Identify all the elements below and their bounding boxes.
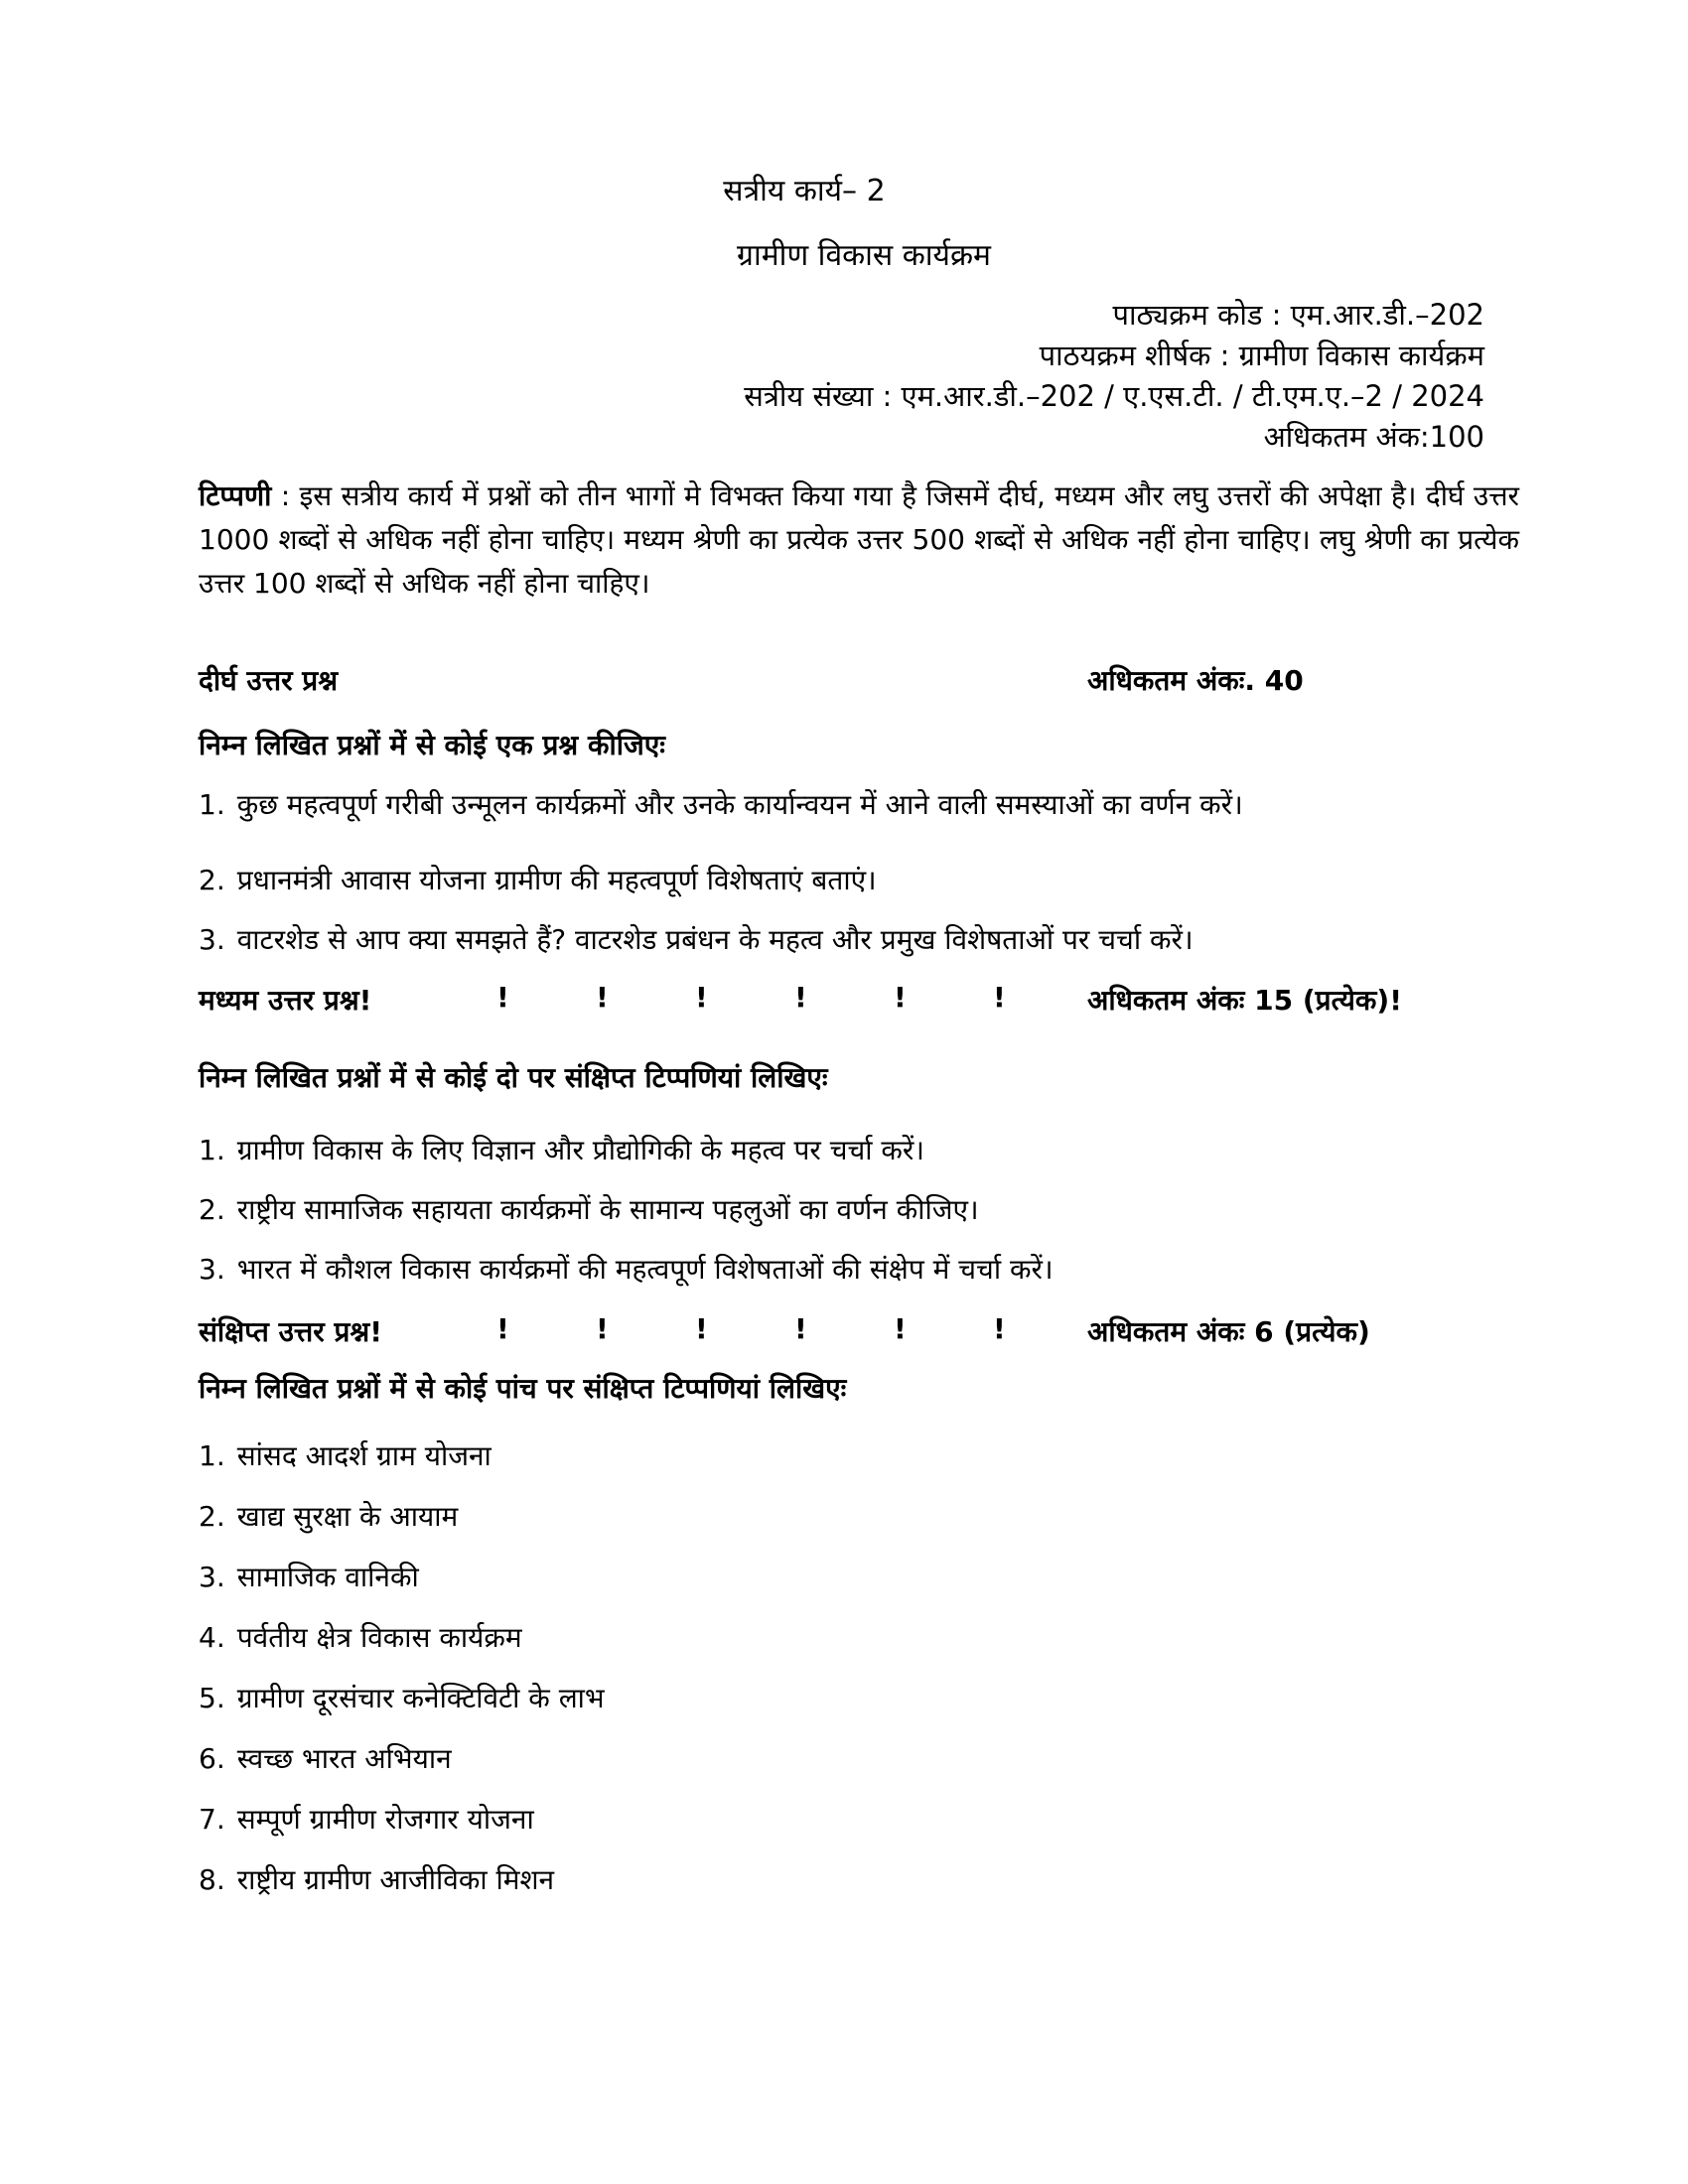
question-number: 2. xyxy=(199,1500,225,1533)
medium-section-header xyxy=(199,981,1519,1021)
question-text: ग्रामीण विकास के लिए विज्ञान और प्रौद्योगिकी के महत्व पर चर्चा करें। xyxy=(236,1134,924,1166)
short-question-4 xyxy=(199,1621,522,1654)
question-text: स्वच्छ भारत अभियान xyxy=(236,1742,452,1775)
note-text: : इस सत्रीय कार्य में प्रश्नों को तीन भागों मे विभक्त किया गया है जिसमें दीर्घ, मध्यम और लघु उत्तरों की अपेक्षा है। दीर्घ उत्तर 1000 शब्दों से अधिक नहीं होना चाहिए। मध्यम श्रेणी का प्रत्येक उत्तर 500 शब्दों से अधिक नहीं होना चाहिए। लघु श्रेणी का प्रत्येक उत्तर 100 शब्दों से अधिक नहीं होना चाहिए। xyxy=(199,479,1519,600)
question-text: राष्ट्रीय ग्रामीण आजीविका मिशन xyxy=(236,1863,555,1896)
question-number: 1. xyxy=(199,1439,225,1472)
course-title: पाठयक्रम शीर्षक : ग्रामीण विकास कार्यक्रम xyxy=(1039,339,1484,372)
question-text: प्रधानमंत्री आवास योजना ग्रामीण की महत्वपूर्ण विशेषताएं बताएं। xyxy=(236,864,877,896)
assignment-code: सत्रीय संख्या : एम.आर.डी.–202 / ए.एस.टी. / टी.एम.ए.–2 / 2024 xyxy=(744,379,1484,413)
question-text: खाद्य सुरक्षा के आयाम xyxy=(236,1500,459,1533)
filler-mark: ! xyxy=(496,1312,509,1345)
question-number: 3. xyxy=(199,923,225,956)
question-number: 3. xyxy=(199,1253,225,1286)
note-paragraph xyxy=(199,475,1519,606)
filler-mark: ! xyxy=(894,1312,907,1345)
course-code: पाठ्यक्रम कोड : एम.आर.डी.–202 xyxy=(1112,298,1484,332)
question-number: 2. xyxy=(199,864,225,896)
note-label: टिप्पणी xyxy=(199,479,272,512)
question-number: 1. xyxy=(199,1134,225,1166)
filler-mark: ! xyxy=(794,981,807,1014)
assignment-number-text: सत्रीय कार्य– 2 xyxy=(723,174,886,208)
question-text: सम्पूर्ण ग्रामीण रोजगार योजना xyxy=(236,1803,534,1836)
program-title xyxy=(0,233,1688,274)
short-question-3 xyxy=(199,1561,419,1593)
question-number: 2. xyxy=(199,1193,225,1226)
long-question-1 xyxy=(199,788,1243,821)
filler-mark: ! xyxy=(993,1312,1006,1345)
question-number: 8. xyxy=(199,1863,225,1896)
long-section-title: दीर्घ उत्तर प्रश्न xyxy=(199,664,339,697)
program-title-text: ग्रामीण विकास कार्यक्रम xyxy=(737,238,991,273)
long-section-marks: अधिकतम अंकः. 40 xyxy=(1087,664,1304,697)
max-marks: अधिकतम अंक:100 xyxy=(1263,420,1484,454)
question-text: कुछ महत्वपूर्ण गरीबी उन्मूलन कार्यक्रमों और उनके कार्यान्वयन में आने वाली समस्याओं का वर्णन करें। xyxy=(236,788,1243,821)
assignment-number xyxy=(0,169,1688,209)
question-text: सामाजिक वानिकी xyxy=(236,1561,419,1593)
short-question-5 xyxy=(199,1682,605,1714)
filler-mark: ! xyxy=(596,1312,609,1345)
question-text: पर्वतीय क्षेत्र विकास कार्यक्रम xyxy=(236,1621,522,1654)
filler-mark: ! xyxy=(695,1312,708,1345)
short-question-1 xyxy=(199,1439,492,1472)
short-question-7 xyxy=(199,1803,534,1836)
medium-section-title: मध्यम उत्तर प्रश्न! xyxy=(199,984,372,1017)
question-text: ग्रामीण दूरसंचार कनेक्टिविटी के लाभ xyxy=(236,1682,605,1714)
medium-instruction: निम्न लिखित प्रश्नों में से कोई दो पर संक्षिप्त टिप्पणियां लिखिएः xyxy=(199,1061,828,1094)
question-number: 3. xyxy=(199,1561,225,1593)
question-number: 4. xyxy=(199,1621,225,1654)
short-section-title: संक्षिप्त उत्तर प्रश्न! xyxy=(199,1315,382,1348)
filler-mark: ! xyxy=(695,981,708,1014)
filler-mark: ! xyxy=(496,981,509,1014)
short-question-2 xyxy=(199,1500,459,1533)
long-instruction: निम्न लिखित प्रश्नों में से कोई एक प्रश्न कीजिएः xyxy=(199,729,665,761)
long-question-2 xyxy=(199,864,877,896)
short-question-6 xyxy=(199,1742,452,1775)
short-instruction: निम्न लिखित प्रश्नों में से कोई पांच पर संक्षिप्त टिप्पणियां लिखिएः xyxy=(199,1372,847,1405)
short-section-header xyxy=(199,1312,1519,1352)
medium-section-marks: अधिकतम अंकः 15 (प्रत्येक)! xyxy=(1087,984,1402,1017)
short-section-marks: अधिकतम अंकः 6 (प्रत्येक) xyxy=(1087,1315,1370,1348)
question-number: 7. xyxy=(199,1803,225,1836)
question-number: 6. xyxy=(199,1742,225,1775)
medium-question-3 xyxy=(199,1253,1054,1286)
question-text: सांसद आदर्श ग्राम योजना xyxy=(236,1439,492,1472)
medium-question-1 xyxy=(199,1134,924,1166)
question-text: भारत में कौशल विकास कार्यक्रमों की महत्वपूर्ण विशेषताओं की संक्षेप में चर्चा करें। xyxy=(236,1253,1054,1286)
filler-mark: ! xyxy=(596,981,609,1014)
filler-mark: ! xyxy=(794,1312,807,1345)
short-question-8 xyxy=(199,1863,555,1896)
filler-mark: ! xyxy=(894,981,907,1014)
filler-mark: ! xyxy=(993,981,1006,1014)
medium-question-2 xyxy=(199,1193,979,1226)
question-number: 1. xyxy=(199,788,225,821)
question-text: राष्ट्रीय सामाजिक सहायता कार्यक्रमों के सामान्य पहलुओं का वर्णन कीजिए। xyxy=(236,1193,979,1226)
question-number: 5. xyxy=(199,1682,225,1714)
long-section-header xyxy=(199,661,1519,701)
question-text: वाटरशेड से आप क्या समझते हैं? वाटरशेड प्रबंधन के महत्व और प्रमुख विशेषताओं पर चर्चा करें। xyxy=(236,923,1194,956)
long-question-3 xyxy=(199,923,1194,956)
